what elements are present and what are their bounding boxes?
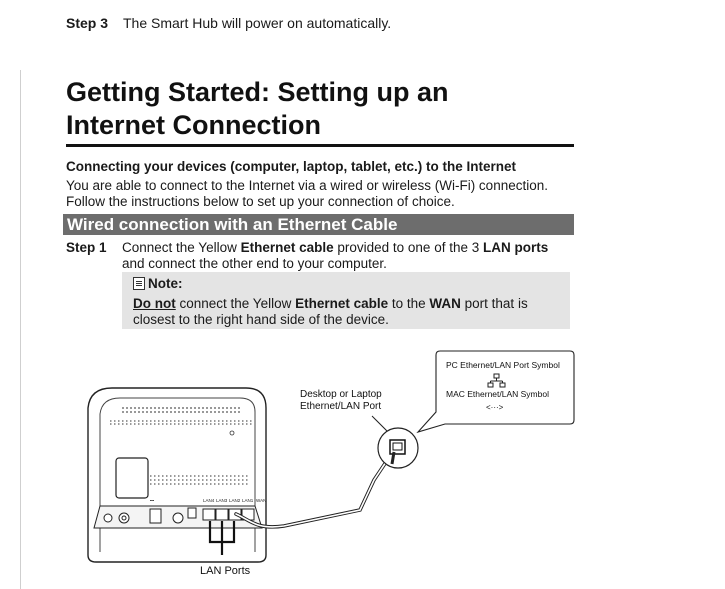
callout-pc-symbol-label: PC Ethernet/LAN Port Symbol [446,360,560,370]
note-line-2: closest to the right hand side of the device. [133,312,389,327]
step-1-line-1 [122,240,572,256]
note-box [122,272,570,329]
step-1-text-c: provided to one of the 3 [333,240,483,255]
page-title-line-2: Internet Connection [66,110,321,140]
step-1-text-a: Connect the Yellow [122,240,241,255]
pc-port-label-line-2: Ethernet/LAN Port [300,401,382,412]
port-label-lan1: LAN1 [242,498,254,503]
step-1-label-text: Step 1 [66,240,107,255]
note-text-b: Ethernet cable [295,296,389,311]
section-banner-text: Wired connection with an Ethernet Cable [67,215,398,234]
title-rule [66,144,574,147]
note-line-1 [133,296,563,312]
step-1-label [66,240,107,256]
pc-port-label [300,389,382,413]
note-text-a: connect the Yellow [175,296,296,311]
port-label-lan4: LAN4 [203,498,215,503]
mac-symbol-glyph: <···> [486,403,504,412]
router-label-panel [116,458,148,498]
note-icon [133,277,145,290]
router-diagram [0,340,725,589]
step-3-label: Step 3 [66,15,109,31]
step-1-line-2: and connect the other end to your computer. [122,256,387,271]
port-label-lan3: LAN3 [216,498,228,503]
note-text-d: WAN [429,296,461,311]
note-text-c: to the [388,296,430,311]
port-label-wan: WAN [256,498,267,503]
lan-ports-label: LAN Ports [200,565,251,577]
note-heading-text: Note: [148,276,183,291]
step-3-text: The Smart Hub will power on automatically. [123,15,392,31]
step-1-text [122,240,572,272]
port-label-lan2: LAN2 [229,498,241,503]
step-1-text-d: LAN ports [482,240,549,255]
section-banner [63,214,574,235]
intro-line-2: Follow the instructions below to set up your connection of choice. [66,194,455,209]
note-heading [133,276,183,291]
section-subheading: Connecting your devices (computer, laptop, tablet, etc.) to the Internet [66,159,517,174]
note-body [133,296,563,328]
callout-mac-symbol-label: MAC Ethernet/LAN Symbol [446,389,549,399]
intro-line-1: You are able to connect to the Internet via a wired or wireless (Wi-Fi) connection. [66,178,548,193]
intro-paragraph [66,178,576,210]
note-do-not: Do not [133,296,176,311]
svg-text:⎓: ⎓ [150,498,154,504]
step-1-text-b: Ethernet cable [240,240,334,255]
port-labels [203,498,266,503]
note-text-e: port that is [460,296,528,311]
step-3-row [66,15,392,33]
page-title [66,76,449,142]
pc-port-label-line-1: Desktop or Laptop [300,389,382,400]
page-title-line-1: Getting Started: Setting up an [66,77,449,107]
router-body [88,388,266,562]
